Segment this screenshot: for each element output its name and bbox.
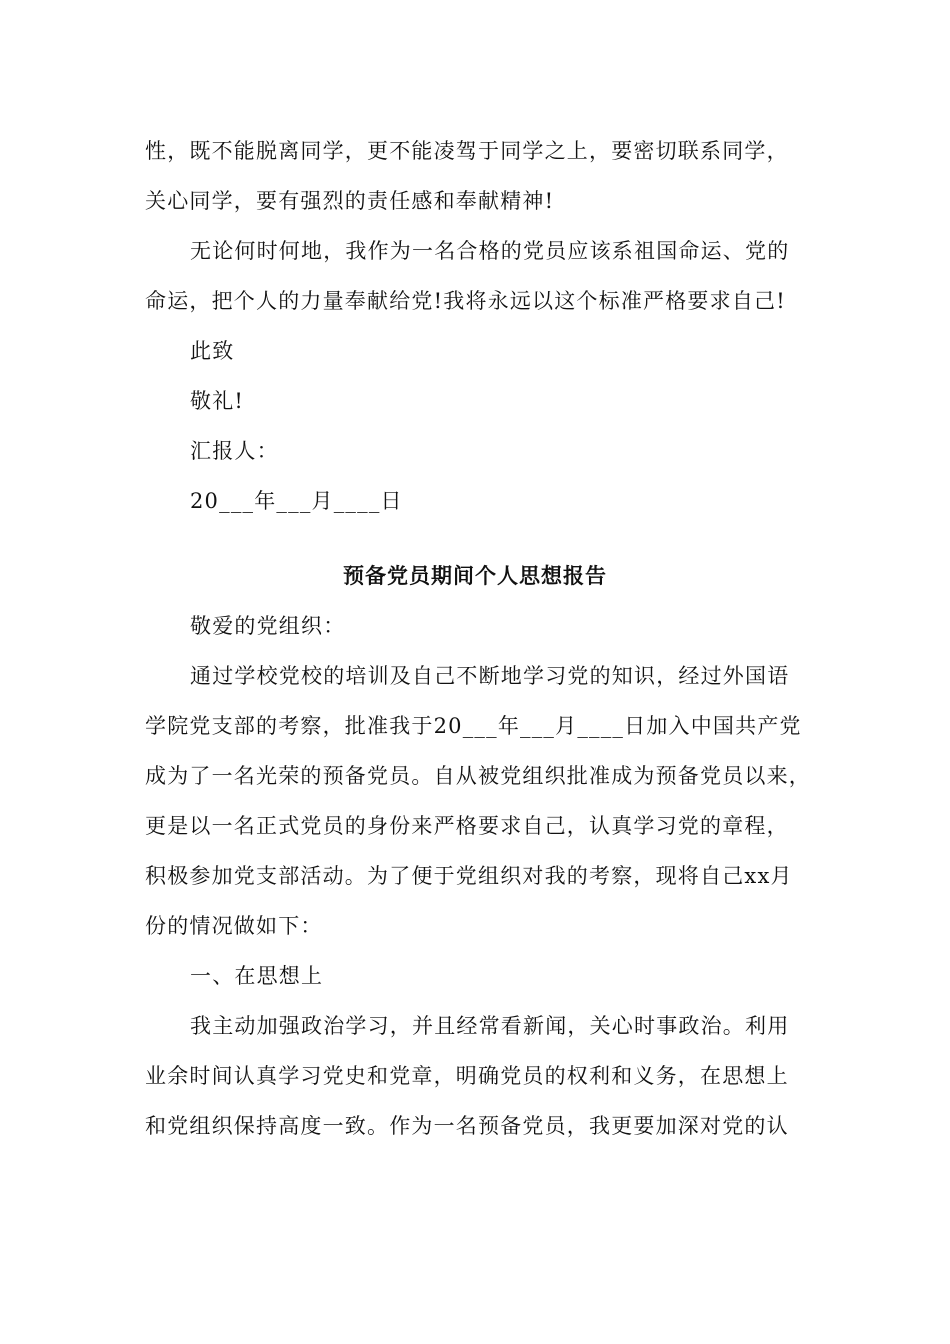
closing-regards: 敬礼! bbox=[190, 389, 245, 413]
paragraph-line: 我主动加强政治学习，并且经常看新闻，关心时事政治。利用 bbox=[190, 1014, 790, 1038]
paragraph-line: 关心同学，要有强烈的责任感和奉献精神! bbox=[145, 189, 555, 213]
paragraph-line: 学院党支部的考察，批准我于20___年___月____日加入中国共产党 bbox=[145, 714, 802, 738]
paragraph-line: 成为了一名光荣的预备党员。自从被党组织批准成为预备党员以来， bbox=[145, 764, 811, 788]
paragraph-line: 积极参加党支部活动。为了便于党组织对我的考察，现将自己xx月 bbox=[145, 864, 793, 888]
section-heading: 一、在思想上 bbox=[190, 964, 324, 988]
paragraph-line: 和党组织保持高度一致。作为一名预备党员，我更要加深对党的认 bbox=[145, 1114, 789, 1138]
paragraph-line: 性，既不能脱离同学，更不能凌驾于同学之上，要密切联系同学， bbox=[145, 139, 789, 163]
paragraph-line: 命运，把个人的力量奉献给党!我将永远以这个标准严格要求自己! bbox=[145, 289, 786, 313]
greeting: 敬爱的党组织： bbox=[190, 614, 346, 638]
paragraph-line: 通过学校党校的培训及自己不断地学习党的知识，经过外国语 bbox=[190, 664, 790, 688]
closing-salutation: 此致 bbox=[190, 339, 235, 363]
paragraph-line: 更是以一名正式党员的身份来严格要求自己，认真学习党的章程， bbox=[145, 814, 789, 838]
reporter-label: 汇报人： bbox=[190, 439, 279, 463]
report-title: 预备党员期间个人思想报告 bbox=[343, 564, 607, 588]
date-line: 20___年___月____日 bbox=[190, 489, 403, 513]
paragraph-line: 份的情况做如下： bbox=[145, 914, 323, 938]
paragraph-line: 业余时间认真学习党史和党章，明确党员的权利和义务，在思想上 bbox=[145, 1064, 789, 1088]
paragraph-line: 无论何时何地，我作为一名合格的党员应该系祖国命运、党的 bbox=[190, 239, 790, 263]
